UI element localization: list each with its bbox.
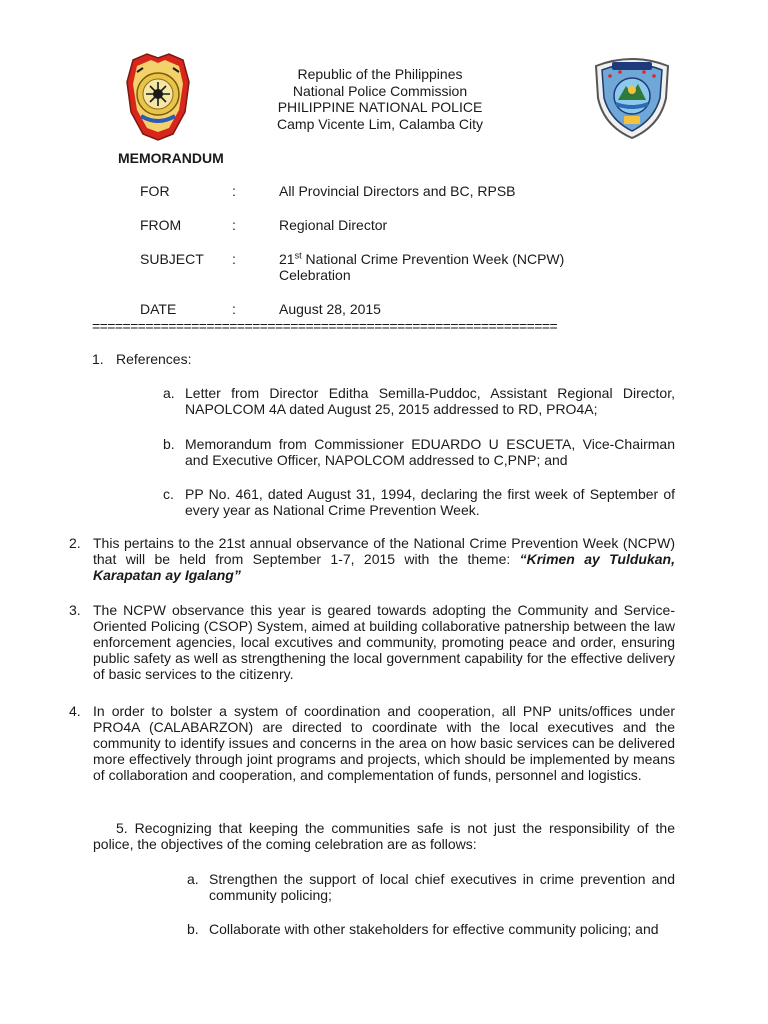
paragraph-3-text: The NCPW observance this year is geared towards adopting the Community and Service-Oriented Policing (CSOP) System, aimed at building collaborative patnership between the law enforcement agencies, local excutives and community, promoting peace and order, ensuring public safety as well as strengthening the local government capability for the effective delivery of basic services to the citizenry. — [93, 602, 675, 682]
reference-c-letter: c. — [163, 486, 174, 502]
reference-b-text: Memorandum from Commissioner EDUARDO U ESCUETA, Vice-Chairman and Executive Officer, NAPOLCOM addressed to C,PNP; and — [185, 436, 675, 468]
date-colon: : — [232, 301, 236, 317]
letterhead — [230, 66, 530, 132]
reference-a — [163, 385, 675, 417]
paragraph-3 — [69, 602, 675, 682]
police-regional-office-4a-badge-icon — [590, 54, 674, 140]
subject-ordinal: 21 — [279, 251, 295, 267]
header-camp: Camp Vicente Lim, Calamba City — [277, 115, 483, 132]
pnp-seal-icon — [123, 52, 193, 142]
objective-a — [187, 871, 675, 903]
reference-b — [163, 436, 675, 468]
reference-c — [163, 486, 675, 518]
reference-a-text: Letter from Director Editha Semilla-Puddoc, Assistant Regional Director, NAPOLCOM 4A dated August 25, 2015 addressed to RD, PRO4A; — [185, 385, 675, 417]
header-pnp: PHILIPPINE NATIONAL POLICE — [277, 99, 483, 115]
separator-rule: ============================================================= — [92, 318, 558, 334]
subject-value — [279, 251, 699, 283]
paragraph-4-number: 4. — [69, 703, 81, 719]
objective-a-letter: a. — [187, 871, 199, 887]
date-label: DATE — [140, 301, 177, 317]
regional-office-badge-logo — [590, 54, 674, 140]
paragraph-4 — [69, 703, 675, 783]
paragraph-2-text: This pertains to the 21st annual observance of the National Crime Prevention Week (NCPW) that will be held from September 1-7, 2015 with the theme: — [93, 535, 675, 567]
reference-c-text: PP No. 461, dated August 31, 1994, declaring the first week of September of every year as National Crime Prevention Week. — [185, 486, 675, 518]
for-value: All Provincial Directors and BC, RPSB — [279, 183, 516, 199]
subject-ordinal-suffix: st — [294, 250, 302, 261]
paragraph-2-number: 2. — [69, 535, 81, 551]
header-napolcom: National Police Commission — [292, 82, 468, 99]
ncpw-theme: “Krimen ay Tuldukan, Karapatan ay Igalang” — [93, 551, 675, 583]
objective-b-text: Collaborate with other stakeholders for effective community policing; and — [209, 921, 659, 937]
subject-text-1: National Crime Prevention Week (NCPW) — [301, 251, 565, 267]
from-value: Regional Director — [279, 217, 388, 233]
objective-b — [187, 921, 675, 937]
objective-a-text: Strengthen the support of local chief executives in crime prevention and community policing; — [209, 871, 675, 903]
pnp-seal-logo — [123, 52, 193, 142]
subject-colon: : — [232, 251, 236, 267]
paragraph-2 — [69, 535, 675, 583]
date-value: August 28, 2015 — [279, 301, 381, 317]
subject-label: SUBJECT — [140, 251, 204, 267]
from-colon: : — [232, 217, 236, 233]
paragraph-1 — [92, 351, 698, 367]
from-label: FROM — [140, 217, 182, 233]
paragraph-3-number: 3. — [69, 602, 81, 618]
paragraph-4-text: In order to bolster a system of coordination and cooperation, all PNP units/offices under PRO4A (CALABARZON) are directed to coordinate with the local executives and the community to identify issues and concerns in the area on how basic services can be delivered more effectively through joint programs and projects, which should be implemented by means of collaboration and cooperation, and complementation of funds, personnel and logistics. — [93, 703, 675, 783]
paragraph-1-text: References: — [116, 351, 192, 367]
subject-text-2: Celebration — [279, 267, 351, 283]
reference-a-letter: a. — [163, 385, 175, 401]
header-republic: Republic of the Philippines — [297, 66, 463, 82]
reference-b-letter: b. — [163, 436, 175, 452]
objective-b-letter: b. — [187, 921, 199, 937]
paragraph-1-number: 1. — [92, 351, 104, 367]
for-colon: : — [232, 183, 236, 199]
paragraph-5-text: 5. Recognizing that keeping the communities safe is not just the responsibility of the police, the objectives of the coming celebration are as follows: — [93, 820, 675, 852]
paragraph-5 — [93, 820, 675, 852]
memo-title: MEMORANDUM — [118, 150, 224, 166]
for-label: FOR — [140, 183, 170, 199]
